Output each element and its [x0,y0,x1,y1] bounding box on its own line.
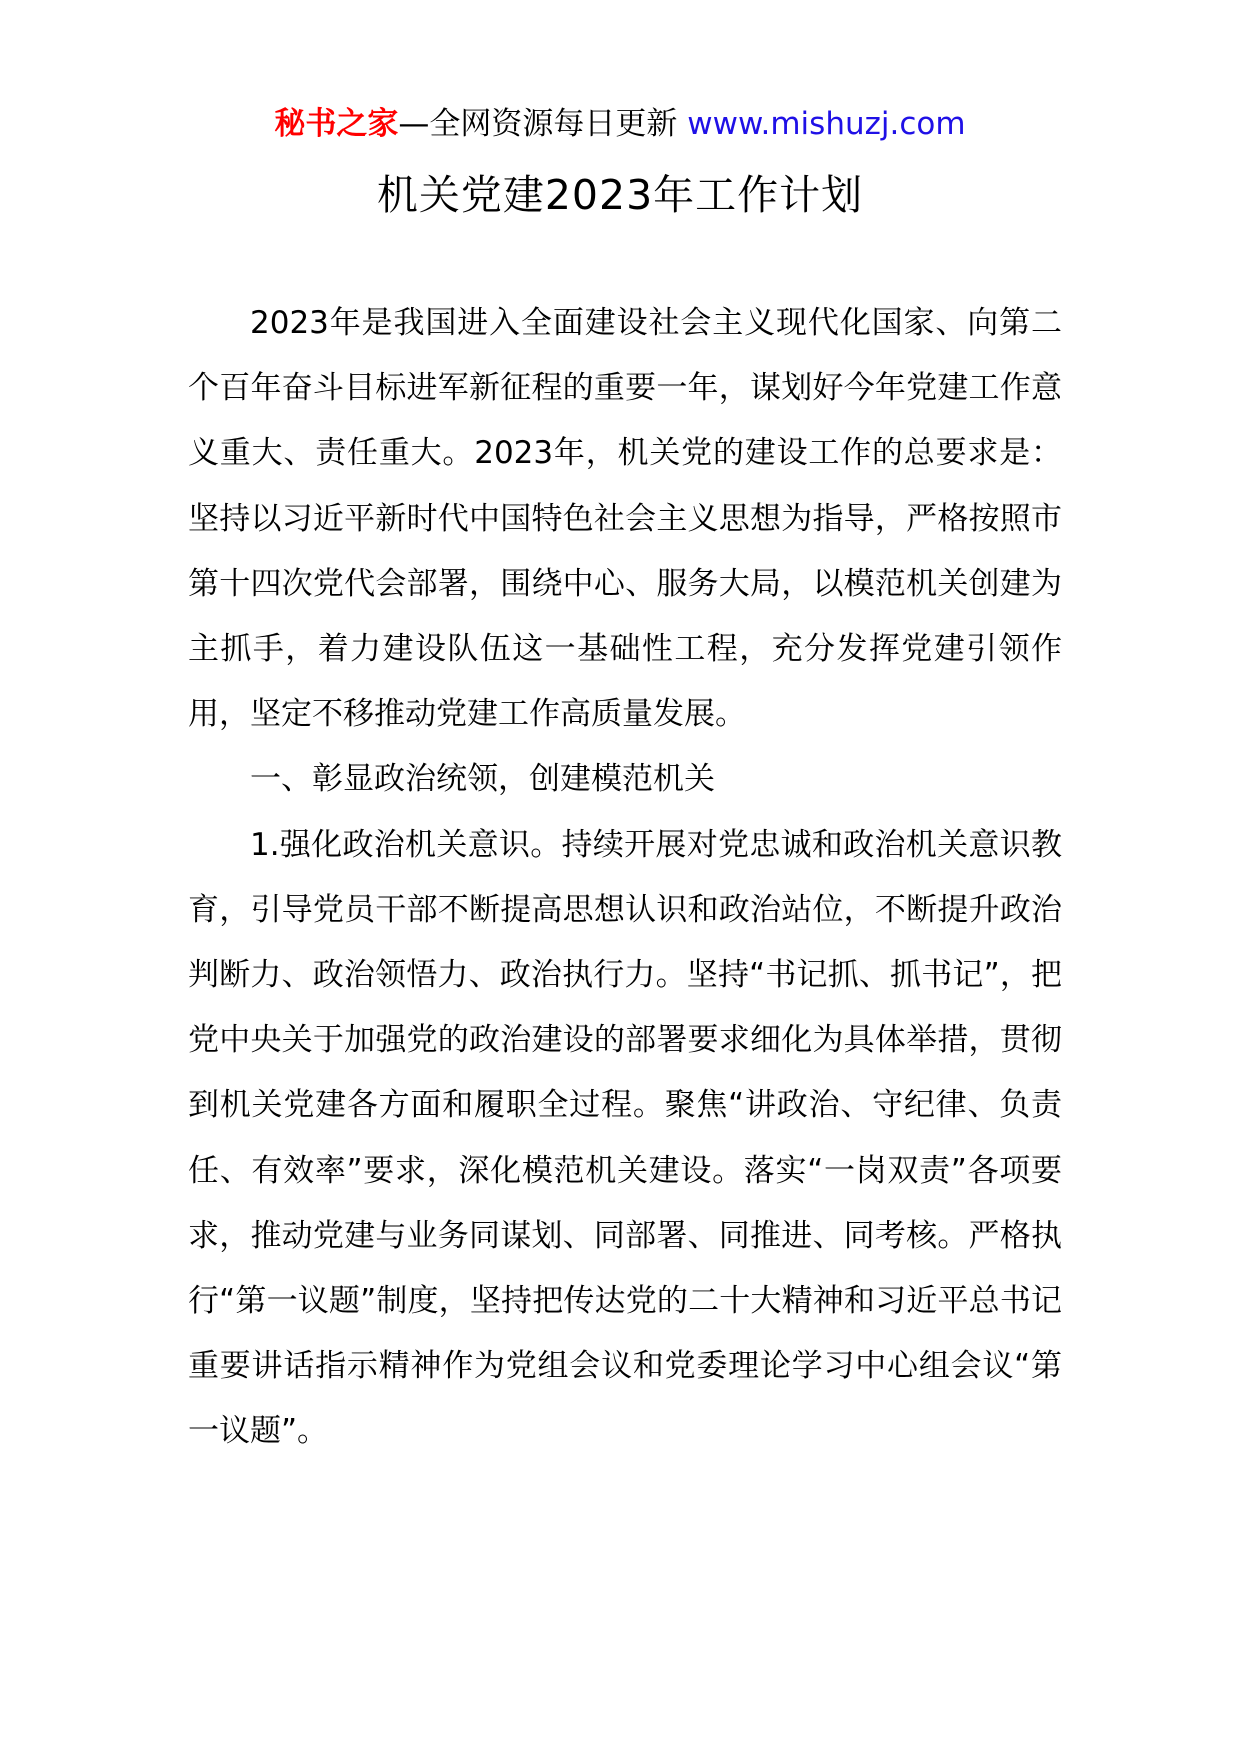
section-1-paragraph-1: 1.强化政治机关意识。持续开展对党忠诚和政治机关意识教育，引导党员干部不断提高思想认识和政治站位，不断提升政治判断力、政治领悟力、政治执行力。坚持“书记抓、抓书记”，把党中央关于加强党的政治建设的部署要求细化为具体举措，贯彻到机关党建各方面和履职全过程。聚焦“讲政治、守纪律、负责任、有效率”要求，深化模范机关建设。落实“一岗双责”各项要求，推动党建与业务同谋划、同部署、同推进、同考核。严格执行“第一议题”制度，坚持把传达党的二十大精神和习近平总书记重要讲话指示精神作为党组会议和党委理论学习中心组会议“第一议题”。 [188,826,1062,1450]
intro-paragraph: 2023年是我国进入全面建设社会主义现代化国家、向第二个百年奋斗目标进军新征程的重要一年，谋划好今年党建工作意义重大、责任重大。2023年，机关党的建设工作的总要求是：坚持以习近平新时代中国特色社会主义思想为指导，严格按照市第十四次党代会部署，围绕中心、服务大局，以模范机关创建为主抓手，着力建设队伍这一基础性工程，充分发挥党建引领作用，坚定不移推动党建工作高质量发展。 [188,305,1062,733]
document-title: 机关党建2023年工作计划 [376,171,864,219]
section-heading-1: 一、彰显政治统领，创建模范机关 [250,761,715,798]
document-body [188,291,1062,1465]
brand-name: 秘书之家 [274,106,399,142]
site-url-link[interactable]: www.mishuzj.com [687,106,966,142]
header-tagline: —全网资源每日更新 [398,106,688,142]
site-header [0,102,1240,146]
